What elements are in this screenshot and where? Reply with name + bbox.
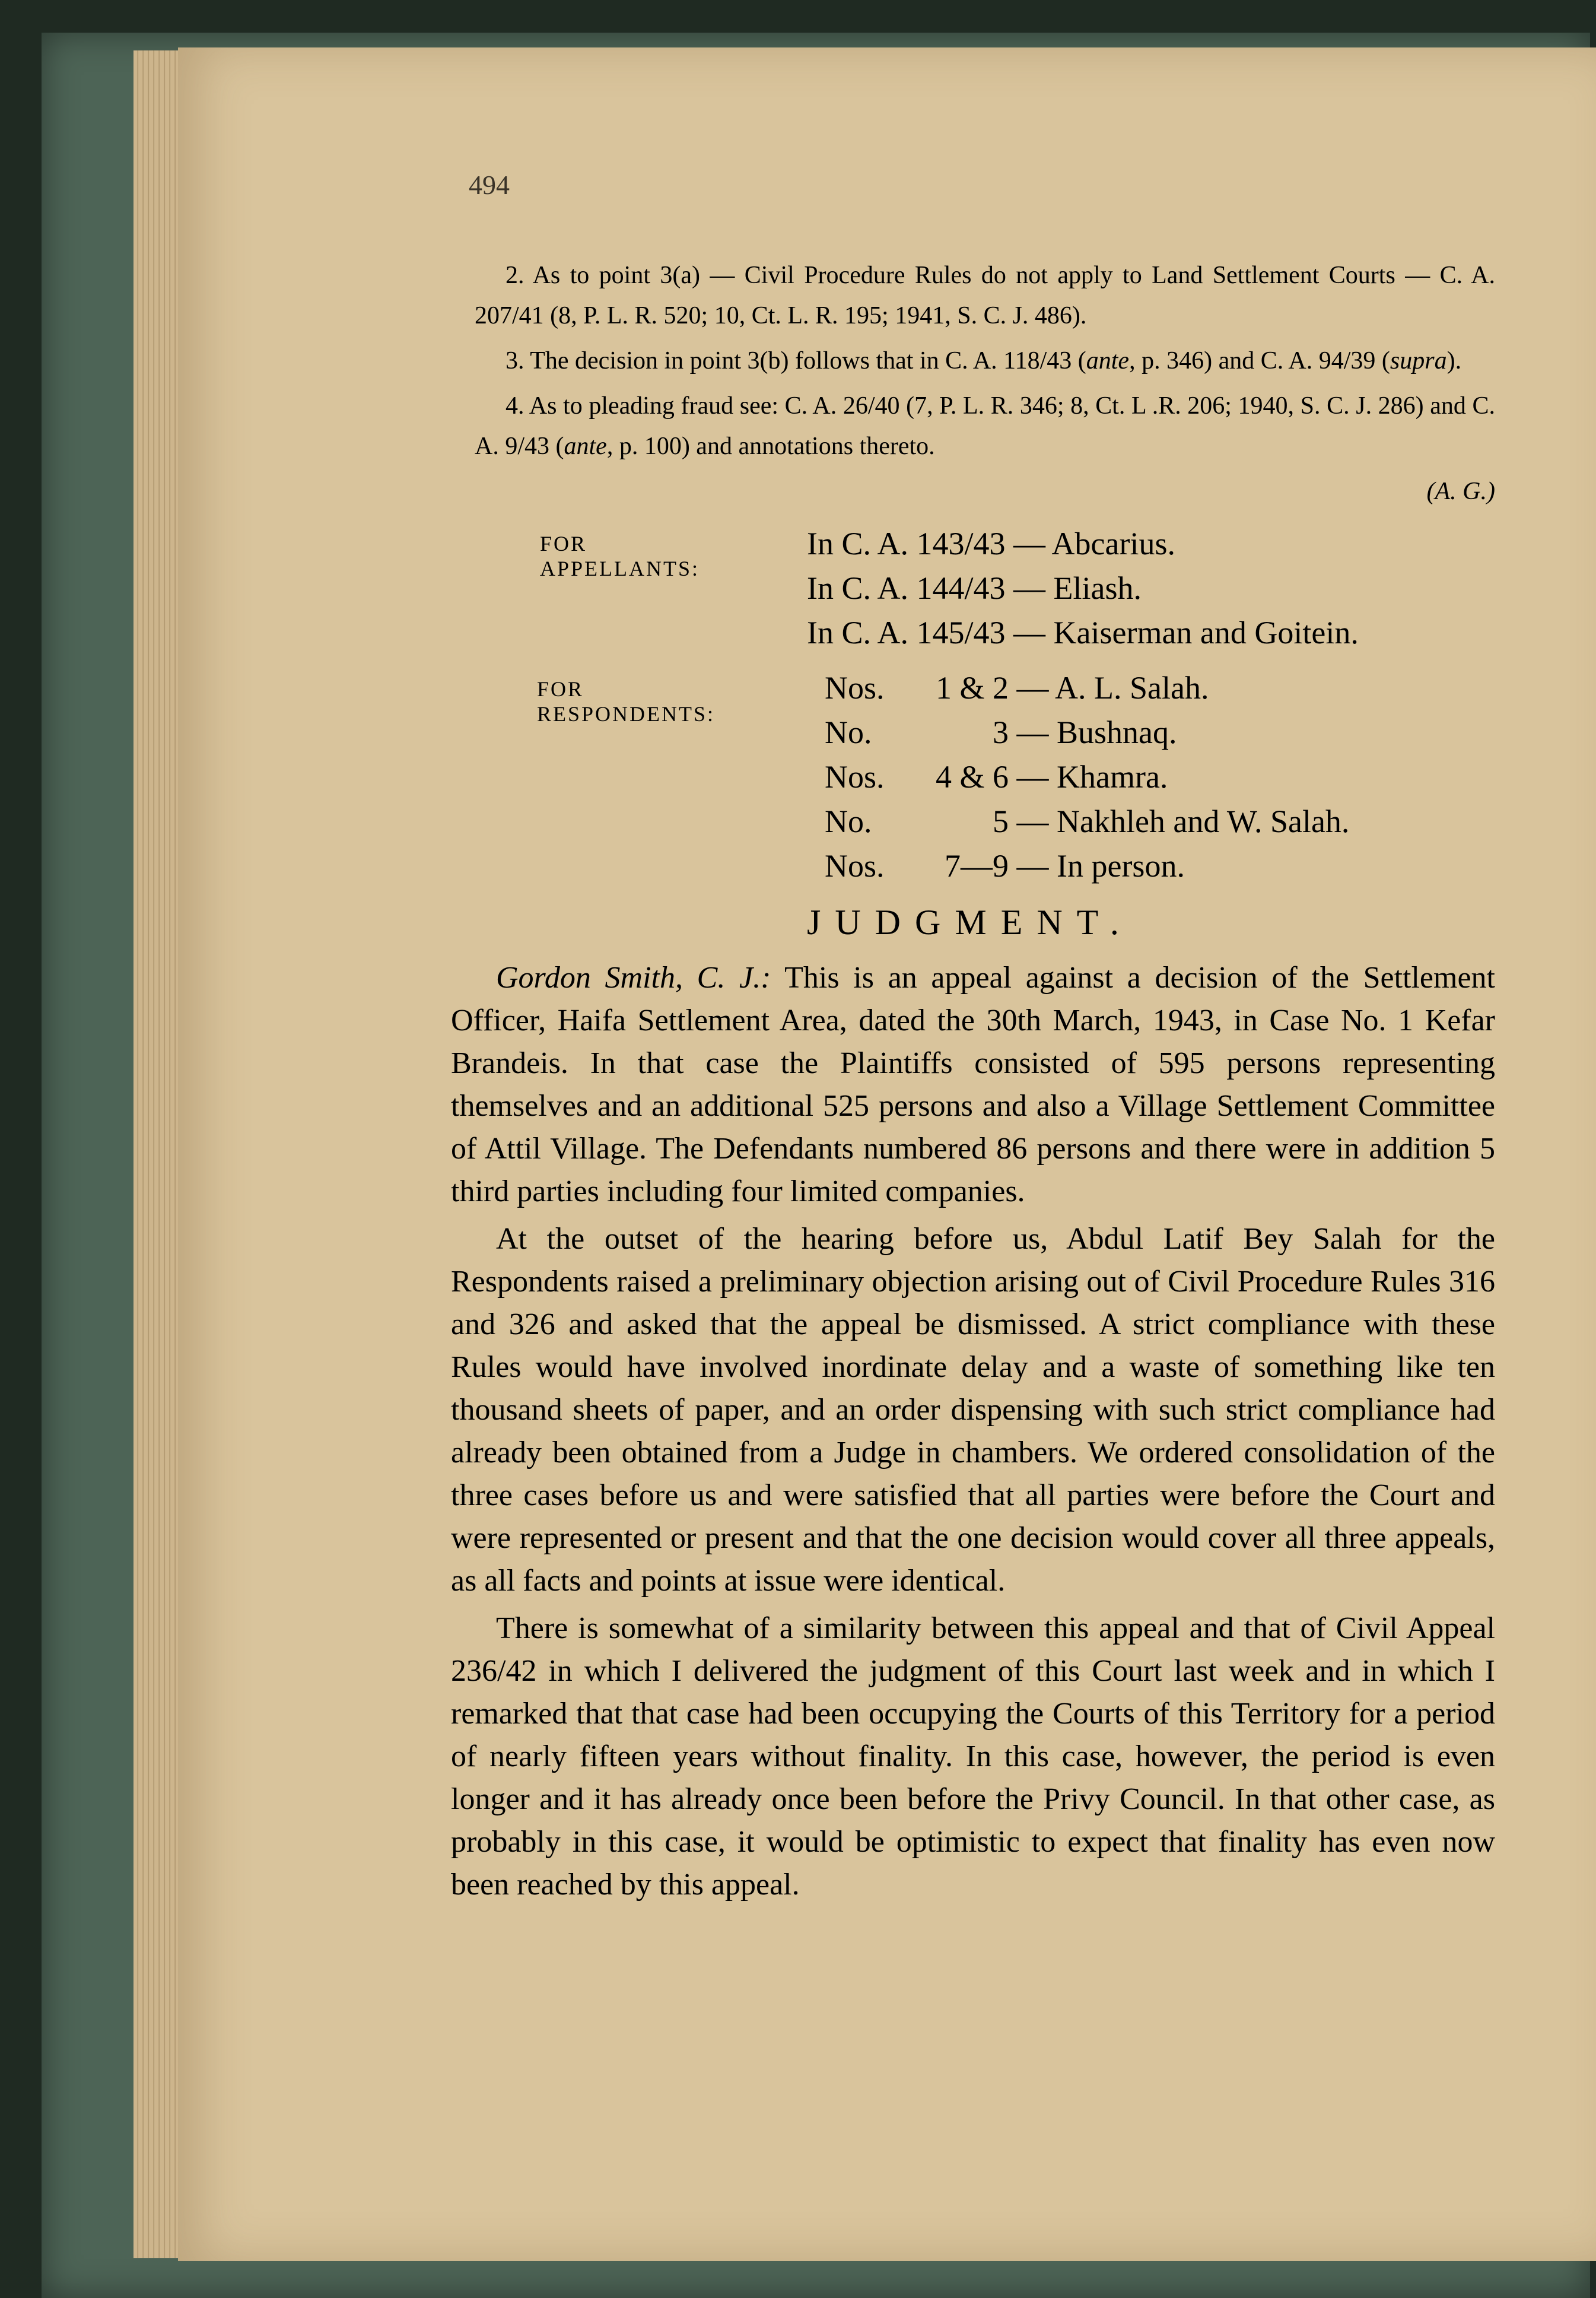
respondent-row: No. 5 — Nakhleh and W. Salah. bbox=[825, 804, 1350, 839]
annotator-initials: (A. G.) bbox=[1426, 478, 1495, 505]
appellant-row: In C. A. 143/43 — Abcarius. bbox=[807, 526, 1175, 561]
note-2: 2. As to point 3(a) — Civil Procedure Rules do not apply to Land Settlement Courts — C. A. 207/41 (8, P. L. R. 520; 10, Ct. L. R. 195; 1941, S. C. J. 486). bbox=[475, 262, 1495, 329]
judgment-body bbox=[451, 957, 1495, 1911]
respondent-row: Nos. 7—9 — In person. bbox=[825, 848, 1185, 884]
page-number: 494 bbox=[469, 170, 510, 200]
judge-name: Gordon Smith, C. J.: bbox=[496, 961, 771, 995]
respondents-label: FOR RESPONDENTS: bbox=[537, 677, 716, 726]
note-4: 4. As to pleading fraud see: C. A. 26/40 (7, P. L. R. 346; 8, Ct. L .R. 206; 1940, S. C. J. 286) and C. A. 9/43 (ante, p. 100) and annotations thereto. bbox=[475, 392, 1495, 460]
respondent-row: Nos. 4 & 6 — Khamra. bbox=[825, 759, 1168, 795]
respondent-row: No. 3 — Bushnaq. bbox=[825, 715, 1177, 750]
paragraph: At the outset of the hearing before us, Abdul Latif Bey Salah for the Respondents raised a preliminary objection arising out of Civil Procedure Rules 316 and 326 and asked that the appeal be dismissed. A strict compliance with these Rules would have involved inordinate delay and a waste of something like ten thousand sheets of paper, and an order dispensing with such strict compliance had already been obtained from a Judge in chambers. We ordered consolidation of the three cases before us and were satisfied that all parties were before the Court and were represented or present and that the one decision would cover all three appeals, as all facts and points at issue were identical. bbox=[451, 1222, 1495, 1598]
annotation-notes bbox=[475, 255, 1495, 512]
paragraph: There is somewhat of a similarity between this appeal and that of Civil Appeal 236/42 in which I delivered the judgment of this Court last week and in which I remarked that that case had been occupying the Courts of this Territory for a period of nearly fifteen years without finality. In this case, however, the period is even longer and it has already once been before the Privy Council. In that other case, as probably in this case, it would be optimistic to expect that finality has even now been reached by this appeal. bbox=[451, 1611, 1495, 1902]
judgment-heading: JUDGMENT. bbox=[807, 903, 1133, 942]
appellants-label: FOR APPELLANTS: bbox=[540, 532, 700, 580]
note-3: 3. The decision in point 3(b) follows that in C. A. 118/43 (ante, p. 346) and C. A. 94/39 (supra). bbox=[505, 347, 1462, 374]
paragraph: Gordon Smith, C. J.: This is an appeal against a decision of the Settlement Officer, Haifa Settlement Area, dated the 30th March, 1943, in Case No. 1 Kefar Brandeis. In that case the Plaintiffs consisted of 595 persons representing themselves and an additional 525 persons and also a Village Settlement Committee of Attil Village. The Defendants numbered 86 persons and there were in addition 5 third parties including four limited companies. bbox=[451, 961, 1495, 1208]
appellant-row: In C. A. 145/43 — Kaiserman and Goitein. bbox=[807, 615, 1359, 650]
respondent-row: Nos. 1 & 2 — A. L. Salah. bbox=[825, 670, 1209, 706]
appellant-row: In C. A. 144/43 — Eliash. bbox=[807, 570, 1142, 606]
